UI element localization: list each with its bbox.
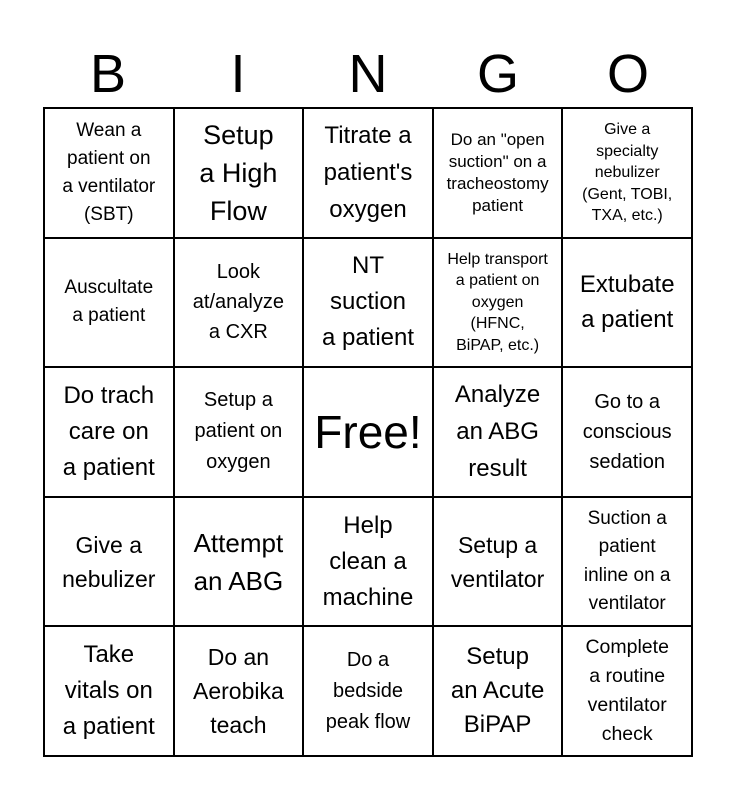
cell-text: Go to a conscious sedation <box>582 390 672 473</box>
bingo-cell[interactable] <box>563 627 693 757</box>
bingo-cell[interactable] <box>563 239 693 369</box>
bingo-cell[interactable] <box>304 239 434 369</box>
header-letter-g: G <box>476 44 519 104</box>
cell-text: Attempt an ABG <box>193 527 284 596</box>
bingo-cell[interactable] <box>175 239 305 369</box>
cell-text: Give a specialty nebulizer (Gent, TOBI, TXA, etc.) <box>582 121 673 225</box>
bingo-cell[interactable] <box>45 627 175 757</box>
cell-text: Help transport a patient on oxygen (HFNC, BiPAP, etc.) <box>447 250 548 354</box>
cell-text: Setup a High Flow <box>199 119 278 226</box>
bingo-cell[interactable] <box>563 498 693 628</box>
bingo-cell[interactable] <box>45 368 175 498</box>
header-letter-n: N <box>348 44 388 104</box>
cell-text: Auscultate a patient <box>64 277 154 327</box>
cell-text: Wean a patient on a ventilator (SBT) <box>62 119 156 225</box>
free-space-label: Free! <box>314 405 422 458</box>
cell-text: Extubate a patient <box>579 271 675 334</box>
cell-text: Do a bedside peak flow <box>325 648 411 733</box>
cell-text: Suction a patient inline on a ventilator <box>583 507 671 615</box>
cell-text: Setup an Acute BiPAP <box>450 643 545 739</box>
bingo-cell[interactable] <box>45 109 175 239</box>
cell-text: Complete a routine ventilator check <box>585 636 669 746</box>
cell-text: Take vitals on a patient <box>62 641 155 741</box>
bingo-board <box>43 107 693 757</box>
cell-text: Do trach care on a patient <box>62 381 155 481</box>
bingo-cell[interactable] <box>175 498 305 628</box>
bingo-cell[interactable] <box>563 109 693 239</box>
cell-text: Give a nebulizer <box>62 531 156 592</box>
bingo-cell[interactable] <box>434 109 564 239</box>
cell-text: Look at/analyze a CXR <box>192 261 284 344</box>
header-letter-i: I <box>230 44 246 104</box>
header-letter-b: B <box>89 44 127 104</box>
bingo-cell[interactable] <box>175 627 305 757</box>
cell-text: Help clean a machine <box>322 511 414 611</box>
cell-text: Titrate a patient's oxygen <box>323 122 413 224</box>
cell-text: Do an Aerobika teach <box>193 644 284 739</box>
bingo-cell[interactable] <box>175 368 305 498</box>
cell-text: NT suction a patient <box>321 252 415 352</box>
bingo-cell[interactable] <box>434 498 564 628</box>
bingo-cell[interactable] <box>304 109 434 239</box>
cell-text: Do an "open suction" on a tracheostomy patient <box>446 129 549 215</box>
bingo-cell[interactable] <box>434 368 564 498</box>
bingo-cell[interactable] <box>45 239 175 369</box>
bingo-cell[interactable] <box>175 109 305 239</box>
bingo-header <box>43 40 693 108</box>
cell-text: Setup a patient on oxygen <box>194 389 283 474</box>
bingo-cell[interactable] <box>304 498 434 628</box>
cell-text: Analyze an ABG result <box>454 381 541 483</box>
header-letter-o: O <box>606 44 649 104</box>
bingo-cell[interactable] <box>434 239 564 369</box>
bingo-cell[interactable] <box>304 627 434 757</box>
cell-text: Setup a ventilator <box>450 531 545 592</box>
bingo-cell-free[interactable] <box>304 368 434 498</box>
bingo-cell[interactable] <box>563 368 693 498</box>
bingo-cell[interactable] <box>434 627 564 757</box>
bingo-cell[interactable] <box>45 498 175 628</box>
